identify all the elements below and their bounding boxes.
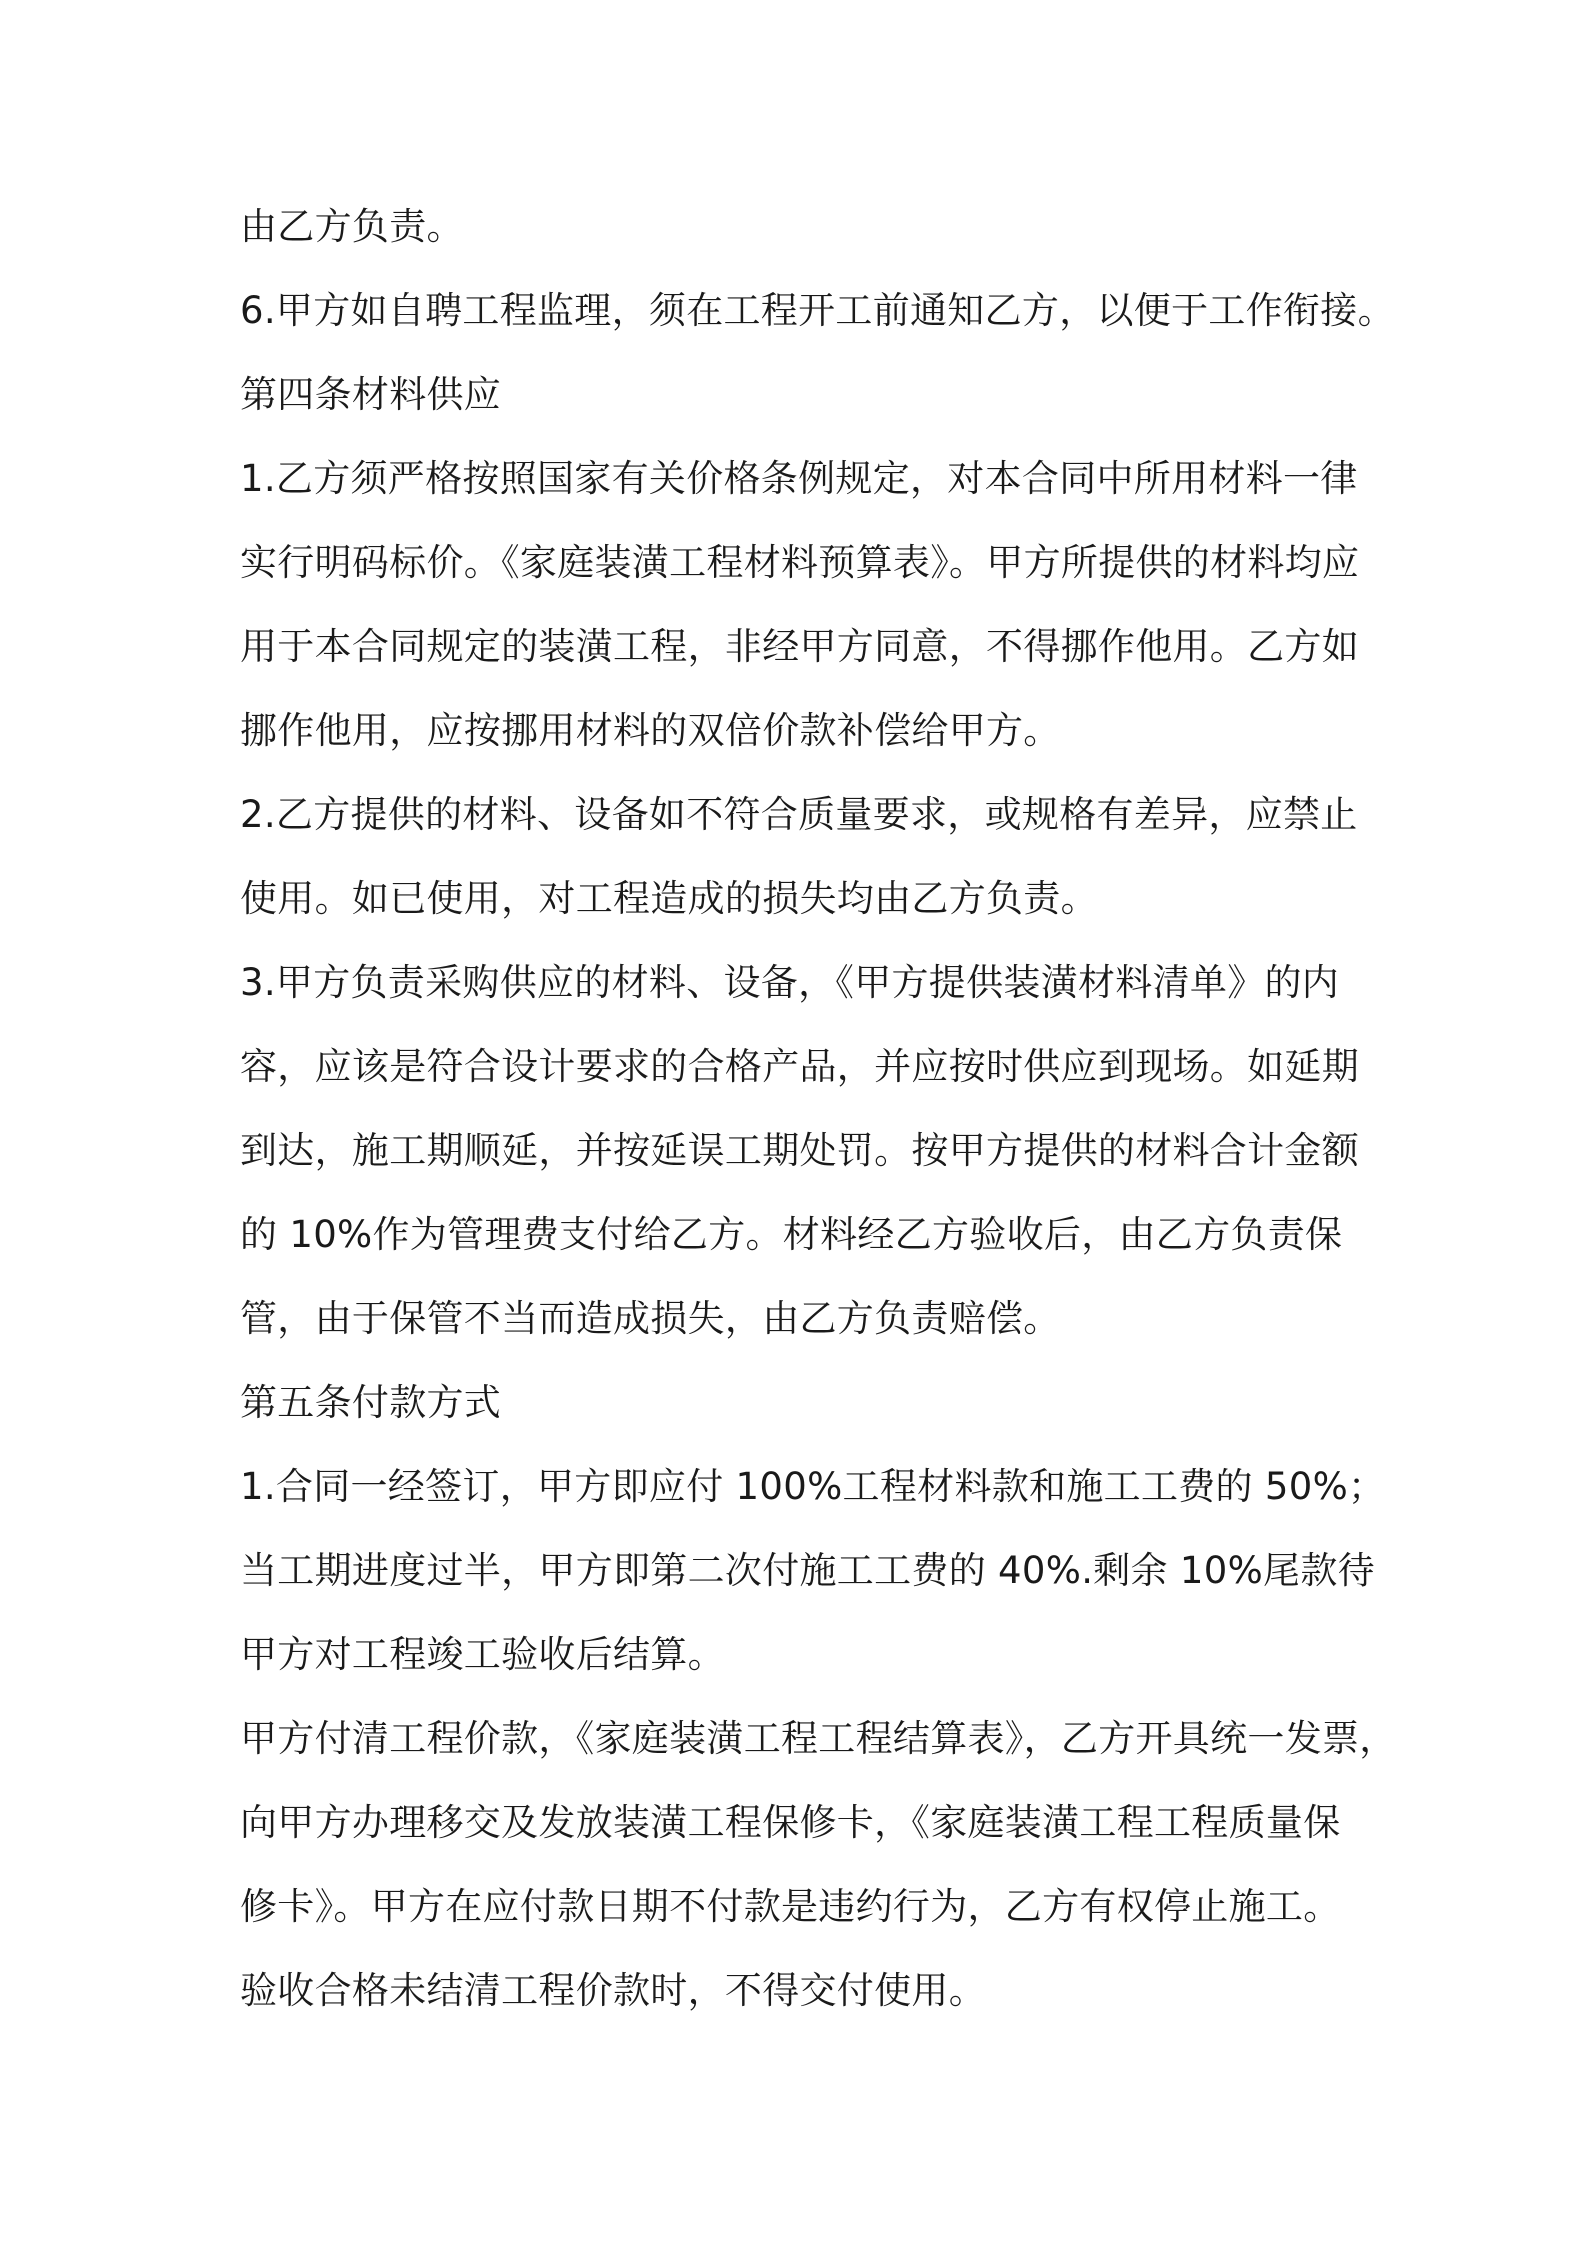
- text-line: 挪作他用，应按挪用材料的双倍价款补偿给甲方。: [240, 709, 1061, 752]
- text-line: 验收合格未结清工程价款时，不得交付使用。: [240, 1969, 986, 2012]
- text-line: 甲方对工程竣工验收后结算。: [240, 1633, 725, 1676]
- text-line: 2.乙方提供的材料、设备如不符合质量要求，或规格有差异，应禁止: [240, 793, 1358, 836]
- text-line: 向甲方办理移交及发放装潢工程保修卡，《家庭装潢工程工程质量保: [240, 1801, 1341, 1844]
- text-line: 1.合同一经签订，甲方即应付 100%工程材料款和施工工费的 50%；: [240, 1465, 1386, 1508]
- text-line: 管，由于保管不当而造成损失，由乙方负责赔偿。: [240, 1297, 1061, 1340]
- text-line: 容，应该是符合设计要求的合格产品，并应按时供应到现场。如延期: [240, 1045, 1359, 1088]
- text-line: 到达，施工期顺延，并按延误工期处罚。按甲方提供的材料合计金额: [240, 1129, 1359, 1172]
- section-heading: 第五条付款方式: [240, 1381, 502, 1424]
- text-line: 使用。如已使用，对工程造成的损失均由乙方负责。: [240, 877, 1098, 920]
- text-line: 修卡》。甲方在应付款日期不付款是违约行为，乙方有权停止施工。: [240, 1885, 1341, 1928]
- text-line: 6.甲方如自聘工程监理，须在工程开工前通知乙方，以便于工作衔接。: [240, 289, 1395, 332]
- text-line: 1.乙方须严格按照国家有关价格条例规定，对本合同中所用材料一律: [240, 457, 1358, 500]
- text-line: 用于本合同规定的装潢工程，非经甲方同意，不得挪作他用。乙方如: [240, 625, 1359, 668]
- text-line: 3.甲方负责采购供应的材料、设备，《甲方提供装潢材料清单》的内: [240, 961, 1340, 1004]
- section-heading: 第四条材料供应: [240, 373, 502, 416]
- text-line: 的 10%作为管理费支付给乙方。材料经乙方验收后，由乙方负责保: [240, 1213, 1343, 1256]
- text-line: 实行明码标价。《家庭装潢工程材料预算表》。甲方所提供的材料均应: [240, 541, 1360, 584]
- text-line: 甲方付清工程价款，《家庭装潢工程工程结算表》，乙方开具统一发票，: [240, 1717, 1397, 1760]
- text-line: 由乙方负责。: [240, 205, 464, 248]
- text-line: 当工期进度过半，甲方即第二次付施工工费的 40%.剩余 10%尾款待: [240, 1549, 1375, 1592]
